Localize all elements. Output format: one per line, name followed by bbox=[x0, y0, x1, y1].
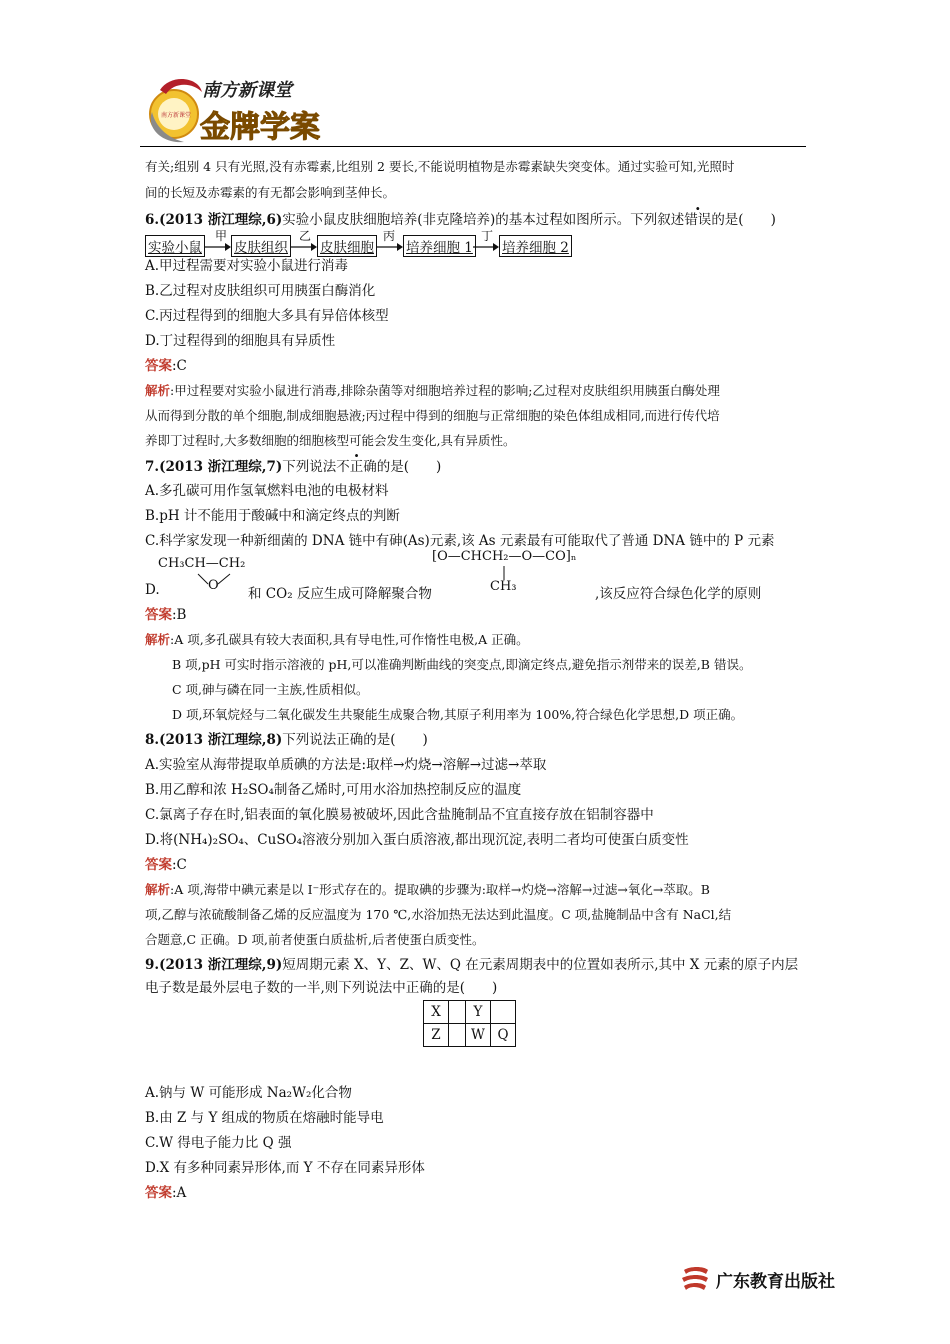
polymer-methyl: CH₃ bbox=[490, 579, 517, 594]
option: C.氯离子存在时,铝表面的氧化膜易被破坏,因此含盐腌制品不宜直接存放在铝制容器中 bbox=[145, 807, 654, 823]
stem-text: 的是( ) bbox=[711, 212, 776, 228]
question-number: 6 bbox=[145, 212, 155, 228]
question-7-stem: 7.(2013 浙江理综,7)下列说法不正确的是( ) bbox=[145, 459, 442, 475]
question-source: (2013 浙江理综,8) bbox=[159, 732, 283, 748]
arrow-label: 丙 bbox=[383, 229, 396, 243]
analysis-line: 合题意,C 正确。D 项,前者使蛋白质盐析,后者使蛋白质变性。 bbox=[145, 932, 485, 947]
publisher-footer bbox=[680, 1264, 860, 1294]
option: C.丙过程得到的细胞大多具有异倍体核型 bbox=[145, 308, 389, 324]
answer-value: :C bbox=[172, 358, 187, 374]
flow-step: 实验小鼠 bbox=[145, 235, 205, 257]
analysis-line: D 项,环氧烷烃与二氧化碳发生共聚能生成聚合物,其原子利用率为 100%,符合绿色化学思想,D 项正确。 bbox=[172, 707, 744, 722]
option: B.用乙醇和浓 H₂SO₄制备乙烯时,可用水浴加热控制反应的温度 bbox=[145, 782, 522, 798]
publisher-name: 广东教育出版社 bbox=[716, 1272, 835, 1292]
arrow-right-icon bbox=[377, 239, 403, 259]
analysis-label: 解析 bbox=[145, 383, 171, 398]
question-source: (2013 浙江理综,9) bbox=[159, 957, 283, 973]
table-cell: Z bbox=[424, 1024, 449, 1047]
epoxide-oxygen: O bbox=[208, 578, 219, 593]
analysis-line: B 项,pH 可实时指示溶液的 pH,可以准确判断曲线的突变点,即滴定终点,避免指示剂带来的误差,B 错误。 bbox=[172, 657, 752, 672]
flow-step: 培养细胞 1 bbox=[403, 235, 476, 257]
stem-text: 实验小鼠皮肤细胞培养(非克隆培养)的基本过程如图所示。下列叙述 bbox=[282, 212, 685, 228]
intro-line: 间的长短及赤霉素的有无都会影响到茎伸长。 bbox=[145, 185, 396, 200]
option: A.甲过程需要对实验小鼠进行消毒 bbox=[145, 258, 349, 274]
question-9-stem-cont: 电子数是最外层电子数的一半,则下列说法中正确的是( ) bbox=[145, 980, 498, 996]
stem-text: 短周期元素 X、Y、Z、W、Q 在元素周期表中的位置如表所示,其中 X 元素的原子内层 bbox=[282, 957, 799, 973]
analysis-line: 从而得到分散的单个细胞,制成细胞悬液;丙过程中得到的细胞与正常细胞的染色体组成相同,而进行传代培 bbox=[145, 408, 720, 423]
analysis-line bbox=[145, 631, 529, 649]
stem-text: 的是( ) bbox=[376, 459, 442, 475]
analysis-line bbox=[145, 382, 720, 400]
arrow-right-icon bbox=[205, 239, 231, 259]
flow-step: 皮肤组织 bbox=[231, 235, 291, 257]
analysis-text: :甲过程要对实验小鼠进行消毒,排除杂菌等对细胞培养过程的影响;乙过程对皮肤组织用胰蛋白酶处理 bbox=[170, 383, 720, 398]
analysis-line: C 项,砷与磷在同一主族,性质相似。 bbox=[172, 682, 369, 697]
table-cell: X bbox=[424, 1001, 449, 1024]
option: C.科学家发现一种新细菌的 DNA 链中有砷(As)元素,该 As 元素最有可能取代了普通 DNA 链中的 P 元素 bbox=[145, 533, 775, 549]
answer-line bbox=[145, 357, 187, 375]
polymer-structure bbox=[432, 549, 577, 594]
table-cell: W bbox=[466, 1024, 491, 1047]
answer-line bbox=[145, 1184, 186, 1202]
option: A.钠与 W 可能形成 Na₂W₂化合物 bbox=[145, 1085, 352, 1101]
analysis-text: :A 项,海带中碘元素是以 I⁻形式存在的。提取碘的步骤为:取样→灼烧→溶解→过滤→氧化→萃取。B bbox=[170, 882, 710, 897]
table-row bbox=[424, 1024, 516, 1047]
option-d-mid: 和 CO₂ 反应生成可降解聚合物 bbox=[248, 586, 432, 602]
arrow-right-icon bbox=[291, 239, 317, 259]
publisher-logo-icon bbox=[680, 1264, 710, 1292]
question-source: (2013 浙江理综,6) bbox=[159, 212, 283, 228]
intro-line: 有关;组别 4 只有光照,没有赤霉素,比组别 2 要长,不能说明植物是赤霉素缺失突变体。通过实验可知,光照时 bbox=[145, 159, 735, 174]
option: C.W 得电子能力比 Q 强 bbox=[145, 1135, 292, 1151]
option-d-prefix: D. bbox=[145, 582, 160, 598]
arrow-label: 乙 bbox=[299, 229, 312, 243]
option-d-end: ,该反应符合绿色化学的原则 bbox=[595, 586, 762, 602]
arrow-label: 甲 bbox=[215, 229, 228, 243]
epoxide-formula: CH₃CH—CH₂ bbox=[158, 556, 246, 571]
option: B.乙过程对皮肤组织可用胰蛋白酶消化 bbox=[145, 283, 376, 299]
question-number: 7 bbox=[145, 459, 155, 475]
answer-value: :C bbox=[172, 857, 187, 873]
seal-text: 南方新课堂 bbox=[161, 112, 192, 119]
polymer-formula: [O—CHCH₂—O—CO]ₙ bbox=[432, 549, 577, 564]
header-divider bbox=[140, 146, 806, 147]
table-cell: Y bbox=[466, 1001, 491, 1024]
question-9-stem: 9.(2013 浙江理综,9)短周期元素 X、Y、Z、W、Q 在元素周期表中的位置如表所示,其中 X 元素的原子内层 bbox=[145, 957, 799, 973]
analysis-line: 养即丁过程时,大多数细胞的细胞核型可能会发生变化,具有异质性。 bbox=[145, 433, 516, 448]
answer-value: :B bbox=[172, 607, 187, 623]
table-cell bbox=[449, 1024, 466, 1047]
question-number: 9 bbox=[145, 957, 155, 973]
option: D.X 有多种同素异形体,而 Y 不存在同素异形体 bbox=[145, 1160, 425, 1176]
analysis-label: 解析 bbox=[145, 882, 171, 897]
table-row bbox=[424, 1001, 516, 1024]
emphasis-text: 不正确 bbox=[336, 459, 377, 475]
epoxide-structure bbox=[158, 556, 246, 593]
brand-top-text: 南方新课堂 bbox=[202, 80, 292, 101]
stem-text: 下列说法正确的是( ) bbox=[282, 732, 428, 748]
emphasis-text: 错误 bbox=[684, 212, 712, 228]
brand-bottom-text: 金牌学案 bbox=[200, 110, 320, 145]
table-cell bbox=[491, 1001, 516, 1024]
option: B.pH 计不能用于酸碱中和滴定终点的判断 bbox=[145, 508, 400, 524]
answer-line bbox=[145, 606, 186, 624]
option: B.由 Z 与 Y 组成的物质在熔融时能导电 bbox=[145, 1110, 384, 1126]
question-number: 8 bbox=[145, 732, 155, 748]
answer-label: 答案 bbox=[145, 607, 172, 623]
question-source: (2013 浙江理综,7) bbox=[159, 459, 283, 475]
option: A.实验室从海带提取单质碘的方法是:取样→灼烧→溶解→过滤→萃取 bbox=[145, 757, 547, 773]
flow-step: 皮肤细胞 bbox=[317, 235, 377, 257]
answer-label: 答案 bbox=[145, 857, 172, 873]
header-logo bbox=[140, 72, 350, 148]
question-6-stem: 6.(2013 浙江理综,6)实验小鼠皮肤细胞培养(非克隆培养)的基本过程如图所示。下列叙述错误的是( ) bbox=[145, 212, 776, 228]
epoxide-bonds bbox=[158, 572, 248, 592]
periodic-table-fragment bbox=[423, 1000, 516, 1047]
analysis-text: :A 项,多孔碳具有较大表面积,具有导电性,可作惰性电极,A 正确。 bbox=[170, 632, 529, 647]
option: D.丁过程得到的细胞具有异质性 bbox=[145, 333, 336, 349]
analysis-line: 项,乙醇与浓硫酸制备乙烯的反应温度为 170 ℃,水浴加热无法达到此温度。C 项,盐腌制品中含有 NaCl,结 bbox=[145, 907, 732, 922]
flow-step: 培养细胞 2 bbox=[499, 235, 572, 257]
option: A.多孔碳可用作氢氧燃料电池的电极材料 bbox=[145, 483, 389, 499]
arrow-label: 丁 bbox=[481, 229, 494, 243]
answer-label: 答案 bbox=[145, 358, 172, 374]
table-cell: Q bbox=[491, 1024, 516, 1047]
table-cell bbox=[449, 1001, 466, 1024]
answer-label: 答案 bbox=[145, 1185, 172, 1201]
answer-value: :A bbox=[172, 1185, 187, 1201]
analysis-label: 解析 bbox=[145, 632, 171, 647]
question-8-stem: 8.(2013 浙江理综,8)下列说法正确的是( ) bbox=[145, 732, 428, 748]
stem-text: 下列说法 bbox=[282, 459, 337, 475]
option: D.将(NH₄)₂SO₄、CuSO₄溶液分别加入蛋白质溶液,都出现沉淀,表明二者均可使蛋白质变性 bbox=[145, 832, 689, 848]
analysis-line bbox=[145, 881, 710, 899]
arrow-right-icon bbox=[473, 239, 499, 259]
answer-line bbox=[145, 856, 187, 874]
